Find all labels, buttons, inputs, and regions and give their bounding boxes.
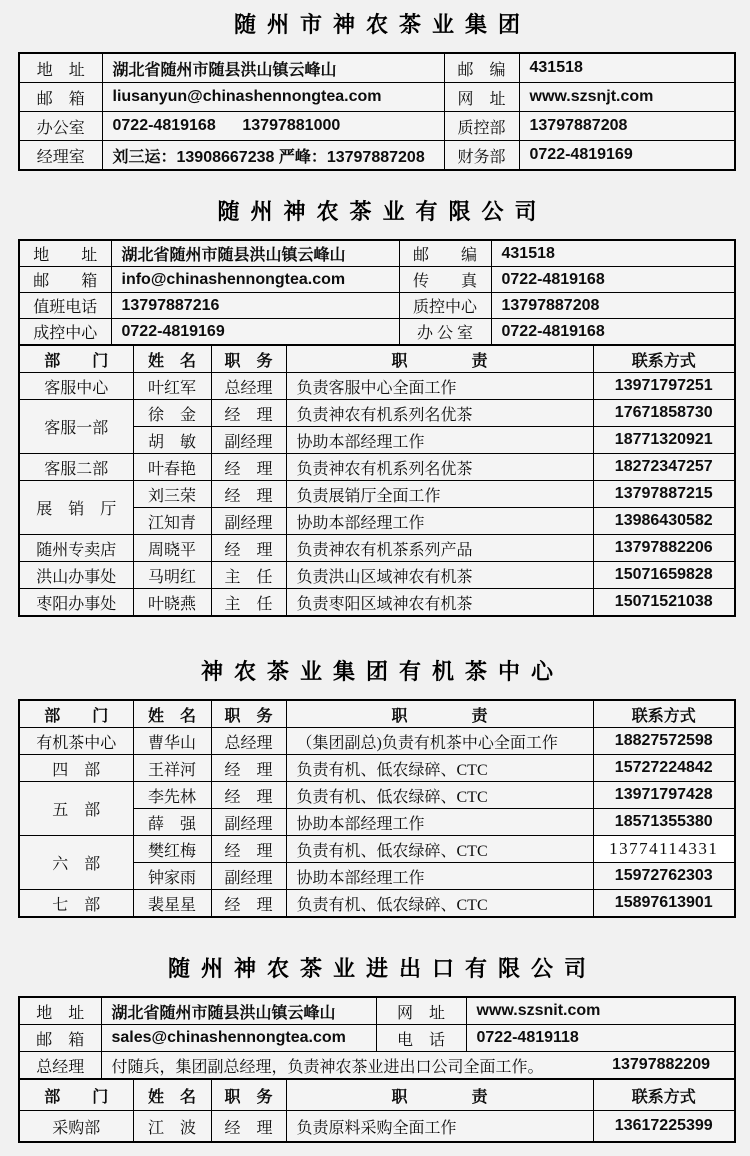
phone-cell: 13971797251 bbox=[593, 373, 735, 400]
field-label: 成控中心 bbox=[19, 319, 111, 346]
field-value: 湖北省随州市随县洪山镇云峰山 bbox=[111, 240, 399, 267]
ltd-info-table bbox=[18, 239, 736, 346]
field-value: www.szsnjt.com bbox=[519, 83, 735, 112]
name-cell: 钟家雨 bbox=[133, 863, 211, 890]
column-header: 职 务 bbox=[211, 1079, 286, 1111]
section-import-export bbox=[18, 952, 736, 1143]
field-value: sales@chinashennongtea.com bbox=[101, 1025, 376, 1052]
department-cell: 六 部 bbox=[19, 836, 133, 890]
field-label: 传 真 bbox=[399, 267, 491, 293]
position-cell: 副经理 bbox=[211, 508, 286, 535]
duty-cell: 负责展销厅全面工作 bbox=[286, 481, 593, 508]
organic-staff-table bbox=[18, 699, 736, 918]
column-header: 姓 名 bbox=[133, 345, 211, 373]
table-row bbox=[19, 728, 735, 755]
table-row bbox=[19, 141, 735, 171]
department-cell: 有机茶中心 bbox=[19, 728, 133, 755]
field-value: 湖北省随州市随县洪山镇云峰山 bbox=[102, 53, 444, 83]
department-cell: 客服中心 bbox=[19, 373, 133, 400]
position-cell: 副经理 bbox=[211, 427, 286, 454]
department-cell: 枣阳办事处 bbox=[19, 589, 133, 617]
section-title-import-export: 随州神农茶业进出口有限公司 bbox=[167, 956, 597, 981]
group-info-table bbox=[18, 52, 736, 171]
field-label: 邮 箱 bbox=[19, 83, 102, 112]
name-cell: 江 波 bbox=[133, 1111, 211, 1143]
duty-cell: 负责神农有机茶系列产品 bbox=[286, 535, 593, 562]
field-label: 邮 编 bbox=[399, 240, 491, 267]
section-group bbox=[18, 8, 736, 171]
table-row bbox=[19, 454, 735, 481]
table-row bbox=[19, 112, 735, 141]
section-title-ltd: 随州神农茶业有限公司 bbox=[217, 199, 548, 224]
field-value: 湖北省随州市随县洪山镇云峰山 bbox=[101, 997, 376, 1025]
section-ltd bbox=[18, 195, 736, 617]
column-header: 职 务 bbox=[211, 700, 286, 728]
field-label: 值班电话 bbox=[19, 293, 111, 319]
column-header: 联系方式 bbox=[593, 700, 735, 728]
column-header: 职 责 bbox=[286, 345, 593, 373]
name-cell: 王祥河 bbox=[133, 755, 211, 782]
column-header: 部 门 bbox=[19, 1079, 133, 1111]
table-row bbox=[19, 836, 735, 863]
field-value: liusanyun@chinashennongtea.com bbox=[102, 83, 444, 112]
field-value: 13797887208 bbox=[519, 112, 735, 141]
table-row bbox=[19, 700, 735, 728]
position-cell: 经 理 bbox=[211, 454, 286, 481]
table-row bbox=[19, 755, 735, 782]
field-value: 0722-4819168 13797881000 bbox=[102, 112, 444, 141]
position-cell: 主 任 bbox=[211, 589, 286, 617]
table-row bbox=[19, 267, 735, 293]
department-cell: 七 部 bbox=[19, 890, 133, 918]
field-label: 网 址 bbox=[376, 997, 466, 1025]
field-value: 0722-4819168 bbox=[491, 267, 735, 293]
duty-cell: 负责客服中心全面工作 bbox=[286, 373, 593, 400]
position-cell: 经 理 bbox=[211, 481, 286, 508]
name-cell: 江知青 bbox=[133, 508, 211, 535]
field-value: 0722-4819169 bbox=[519, 141, 735, 171]
phone-cell: 15972762303 bbox=[593, 863, 735, 890]
duty-cell: （集团副总)负责有机茶中心全面工作 bbox=[286, 728, 593, 755]
name-cell: 周晓平 bbox=[133, 535, 211, 562]
column-header: 职 责 bbox=[286, 700, 593, 728]
field-label: 办 公 室 bbox=[399, 319, 491, 346]
department-cell: 五 部 bbox=[19, 782, 133, 836]
table-row bbox=[19, 373, 735, 400]
position-cell: 副经理 bbox=[211, 863, 286, 890]
table-row bbox=[19, 997, 735, 1025]
gm-duty-text: 付随兵，集团副总经理，负责神农茶业进出口公司全面工作。 bbox=[111, 1058, 544, 1076]
department-cell: 洪山办事处 bbox=[19, 562, 133, 589]
table-row bbox=[19, 1025, 735, 1052]
field-label: 质控部 bbox=[444, 112, 519, 141]
name-cell: 徐 金 bbox=[133, 400, 211, 427]
table-row bbox=[19, 1111, 735, 1143]
duty-cell: 负责神农有机系列名优茶 bbox=[286, 454, 593, 481]
department-cell: 随州专卖店 bbox=[19, 535, 133, 562]
position-cell: 总经理 bbox=[211, 728, 286, 755]
table-row bbox=[19, 1079, 735, 1111]
name-cell: 叶春艳 bbox=[133, 454, 211, 481]
field-label: 地 址 bbox=[19, 997, 101, 1025]
phone-cell: 13971797428 bbox=[593, 782, 735, 809]
name-cell: 薛 强 bbox=[133, 809, 211, 836]
phone-cell: 13797887215 bbox=[593, 481, 735, 508]
phone-cell: 13617225399 bbox=[593, 1111, 735, 1143]
position-cell: 经 理 bbox=[211, 400, 286, 427]
duty-cell: 负责有机、低农绿碎、CTC bbox=[286, 836, 593, 863]
phone-cell: 15897613901 bbox=[593, 890, 735, 918]
field-label: 财务部 bbox=[444, 141, 519, 171]
field-value: 13797887216 bbox=[111, 293, 399, 319]
duty-cell: 协助本部经理工作 bbox=[286, 508, 593, 535]
field-label: 地 址 bbox=[19, 240, 111, 267]
table-row bbox=[19, 535, 735, 562]
department-cell: 采购部 bbox=[19, 1111, 133, 1143]
table-row bbox=[19, 83, 735, 112]
field-value: 13797887208 bbox=[491, 293, 735, 319]
name-cell: 裴星星 bbox=[133, 890, 211, 918]
phone-cell: 13986430582 bbox=[593, 508, 735, 535]
column-header: 姓 名 bbox=[133, 700, 211, 728]
ie-staff-table bbox=[18, 1078, 736, 1143]
phone-cell: 15727224842 bbox=[593, 755, 735, 782]
table-row bbox=[19, 562, 735, 589]
name-cell: 李先林 bbox=[133, 782, 211, 809]
position-cell: 总经理 bbox=[211, 373, 286, 400]
table-row bbox=[19, 782, 735, 809]
department-cell: 客服二部 bbox=[19, 454, 133, 481]
ltd-staff-table bbox=[18, 344, 736, 617]
table-row bbox=[19, 400, 735, 427]
field-label: 地 址 bbox=[19, 53, 102, 83]
table-row bbox=[19, 890, 735, 918]
ie-info-table bbox=[18, 996, 736, 1080]
field-label: 办公室 bbox=[19, 112, 102, 141]
duty-cell: 负责枣阳区域神农有机茶 bbox=[286, 589, 593, 617]
phone-cell: 18571355380 bbox=[593, 809, 735, 836]
table-row bbox=[19, 1052, 735, 1080]
column-header: 职 责 bbox=[286, 1079, 593, 1111]
position-cell: 经 理 bbox=[211, 782, 286, 809]
name-cell: 胡 敏 bbox=[133, 427, 211, 454]
duty-cell: 协助本部经理工作 bbox=[286, 427, 593, 454]
field-value: 431518 bbox=[491, 240, 735, 267]
duty-cell: 负责洪山区域神农有机茶 bbox=[286, 562, 593, 589]
field-value: info@chinashennongtea.com bbox=[111, 267, 399, 293]
field-value: 0722-4819169 bbox=[111, 319, 399, 346]
column-header: 联系方式 bbox=[593, 345, 735, 373]
department-cell: 展 销 厅 bbox=[19, 481, 133, 535]
duty-cell: 负责神农有机系列名优茶 bbox=[286, 400, 593, 427]
phone-cell: 18272347257 bbox=[593, 454, 735, 481]
gm-note-wrap bbox=[102, 1054, 735, 1077]
field-label: 电 话 bbox=[376, 1025, 466, 1052]
phone-cell-edited: 13774114331 bbox=[593, 836, 735, 863]
section-title-group: 随州市神农茶业集团 bbox=[233, 12, 531, 37]
position-cell: 经 理 bbox=[211, 890, 286, 918]
table-row bbox=[19, 293, 735, 319]
field-label: 质控中心 bbox=[399, 293, 491, 319]
name-cell: 马明红 bbox=[133, 562, 211, 589]
name-cell: 曹华山 bbox=[133, 728, 211, 755]
phone-cell: 17671858730 bbox=[593, 400, 735, 427]
department-cell: 客服一部 bbox=[19, 400, 133, 454]
table-row bbox=[19, 240, 735, 267]
column-header: 姓 名 bbox=[133, 1079, 211, 1111]
field-label: 邮 箱 bbox=[19, 267, 111, 293]
duty-cell: 协助本部经理工作 bbox=[286, 863, 593, 890]
field-label: 邮 编 bbox=[444, 53, 519, 83]
phone-cell: 15071659828 bbox=[593, 562, 735, 589]
section-organic bbox=[18, 655, 736, 918]
section-title-organic: 神农茶业集团有机茶中心 bbox=[200, 659, 564, 684]
department-cell: 四 部 bbox=[19, 755, 133, 782]
field-label: 总经理 bbox=[19, 1052, 101, 1080]
column-header: 联系方式 bbox=[593, 1079, 735, 1111]
gm-phone: 13797882209 bbox=[612, 1056, 710, 1073]
phone-cell: 13797882206 bbox=[593, 535, 735, 562]
table-row bbox=[19, 481, 735, 508]
table-row bbox=[19, 345, 735, 373]
field-value: 0722-4819118 bbox=[466, 1025, 735, 1052]
table-row bbox=[19, 53, 735, 83]
field-label: 网 址 bbox=[444, 83, 519, 112]
field-label: 邮 箱 bbox=[19, 1025, 101, 1052]
table-row bbox=[19, 319, 735, 346]
phone-cell: 15071521038 bbox=[593, 589, 735, 617]
duty-cell: 负责有机、低农绿碎、CTC bbox=[286, 890, 593, 918]
name-cell: 樊红梅 bbox=[133, 836, 211, 863]
position-cell: 经 理 bbox=[211, 535, 286, 562]
field-value: 431518 bbox=[519, 53, 735, 83]
field-value: www.szsnit.com bbox=[466, 997, 735, 1025]
field-label: 经理室 bbox=[19, 141, 102, 171]
column-header: 部 门 bbox=[19, 700, 133, 728]
name-cell: 叶晓燕 bbox=[133, 589, 211, 617]
position-cell: 主 任 bbox=[211, 562, 286, 589]
field-value: 0722-4819168 bbox=[491, 319, 735, 346]
position-cell: 经 理 bbox=[211, 755, 286, 782]
name-cell: 刘三荣 bbox=[133, 481, 211, 508]
position-cell: 副经理 bbox=[211, 809, 286, 836]
field-value: 刘三运：13908667238 严峰：13797887208 bbox=[102, 141, 444, 171]
duty-cell: 负责有机、低农绿碎、CTC bbox=[286, 755, 593, 782]
column-header: 职 务 bbox=[211, 345, 286, 373]
duty-cell: 负责有机、低农绿碎、CTC bbox=[286, 782, 593, 809]
name-cell: 叶红军 bbox=[133, 373, 211, 400]
position-cell: 经 理 bbox=[211, 836, 286, 863]
duty-cell: 负责原料采购全面工作 bbox=[286, 1111, 593, 1143]
column-header: 部 门 bbox=[19, 345, 133, 373]
phone-cell: 18771320921 bbox=[593, 427, 735, 454]
table-row bbox=[19, 589, 735, 617]
phone-cell: 18827572598 bbox=[593, 728, 735, 755]
duty-cell: 协助本部经理工作 bbox=[286, 809, 593, 836]
general-manager-note-cell bbox=[101, 1052, 735, 1080]
position-cell: 经 理 bbox=[211, 1111, 286, 1143]
